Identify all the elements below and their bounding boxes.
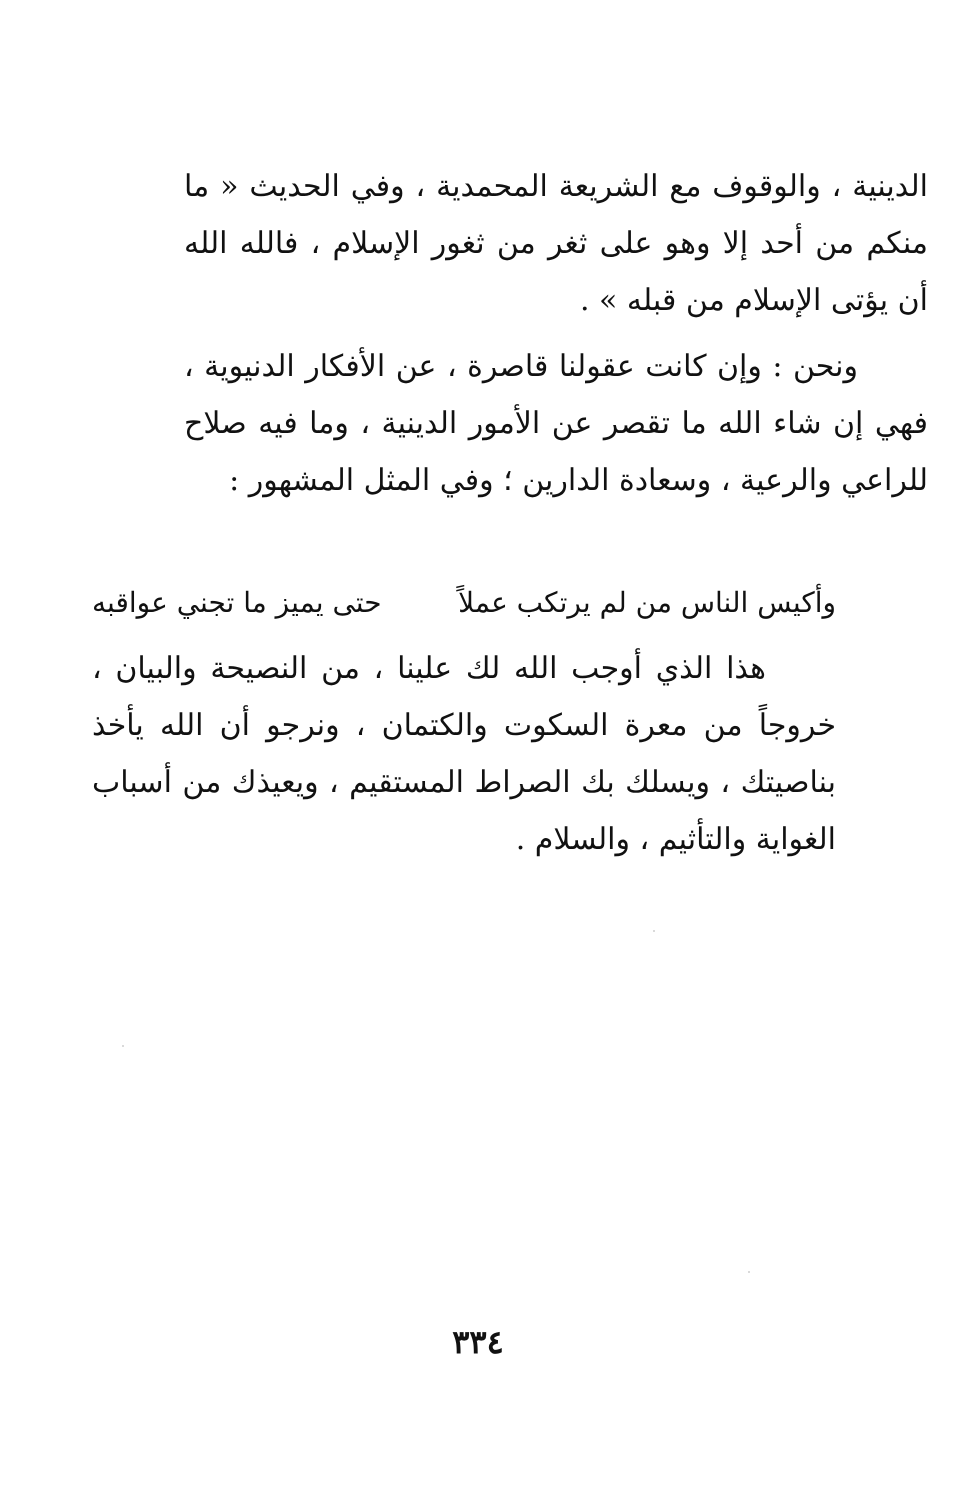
paragraph-intellect: ونحن : وإن كانت عقولنا قاصرة ، عن الأفكار الدنيوية ، فهي إن شاء الله ما تقصر عن الأمور الدينية ، وما فيه صلاح للراعي والرعية ، وسعادة الدارين ؛ وفي المثل المشهور : <box>184 349 928 498</box>
scan-speck <box>653 930 655 932</box>
paragraph-closing: هذا الذي أوجب الله لك علينا ، من النصيحة والبيان ، خروجاً من معرة السكوت والكتمان ، ونرجو أن الله يأخذ بناصيتك ، ويسلك بك الصراط المستقيم ، ويعيذك من أسباب الغواية والتأثيم ، والسلام . <box>92 651 836 857</box>
verse-second-hemistich: حتى يميز ما تجني عواقبه <box>92 586 382 619</box>
verse-first-hemistich: وأكيس الناس من لم يرتكب عملاً <box>458 586 836 619</box>
scan-speck <box>748 1271 750 1273</box>
page-number: ٣٣٤ <box>452 1323 504 1361</box>
poetry-verse <box>92 574 836 631</box>
scan-speck <box>122 1045 124 1047</box>
paragraph-hadith: الدينية ، والوقوف مع الشريعة المحمدية ، وفي الحديث « ما منكم من أحد إلا وهو على ثغر من ثغور الإسلام ، فالله الله أن يؤتى الإسلام من قبله » . <box>184 169 928 318</box>
